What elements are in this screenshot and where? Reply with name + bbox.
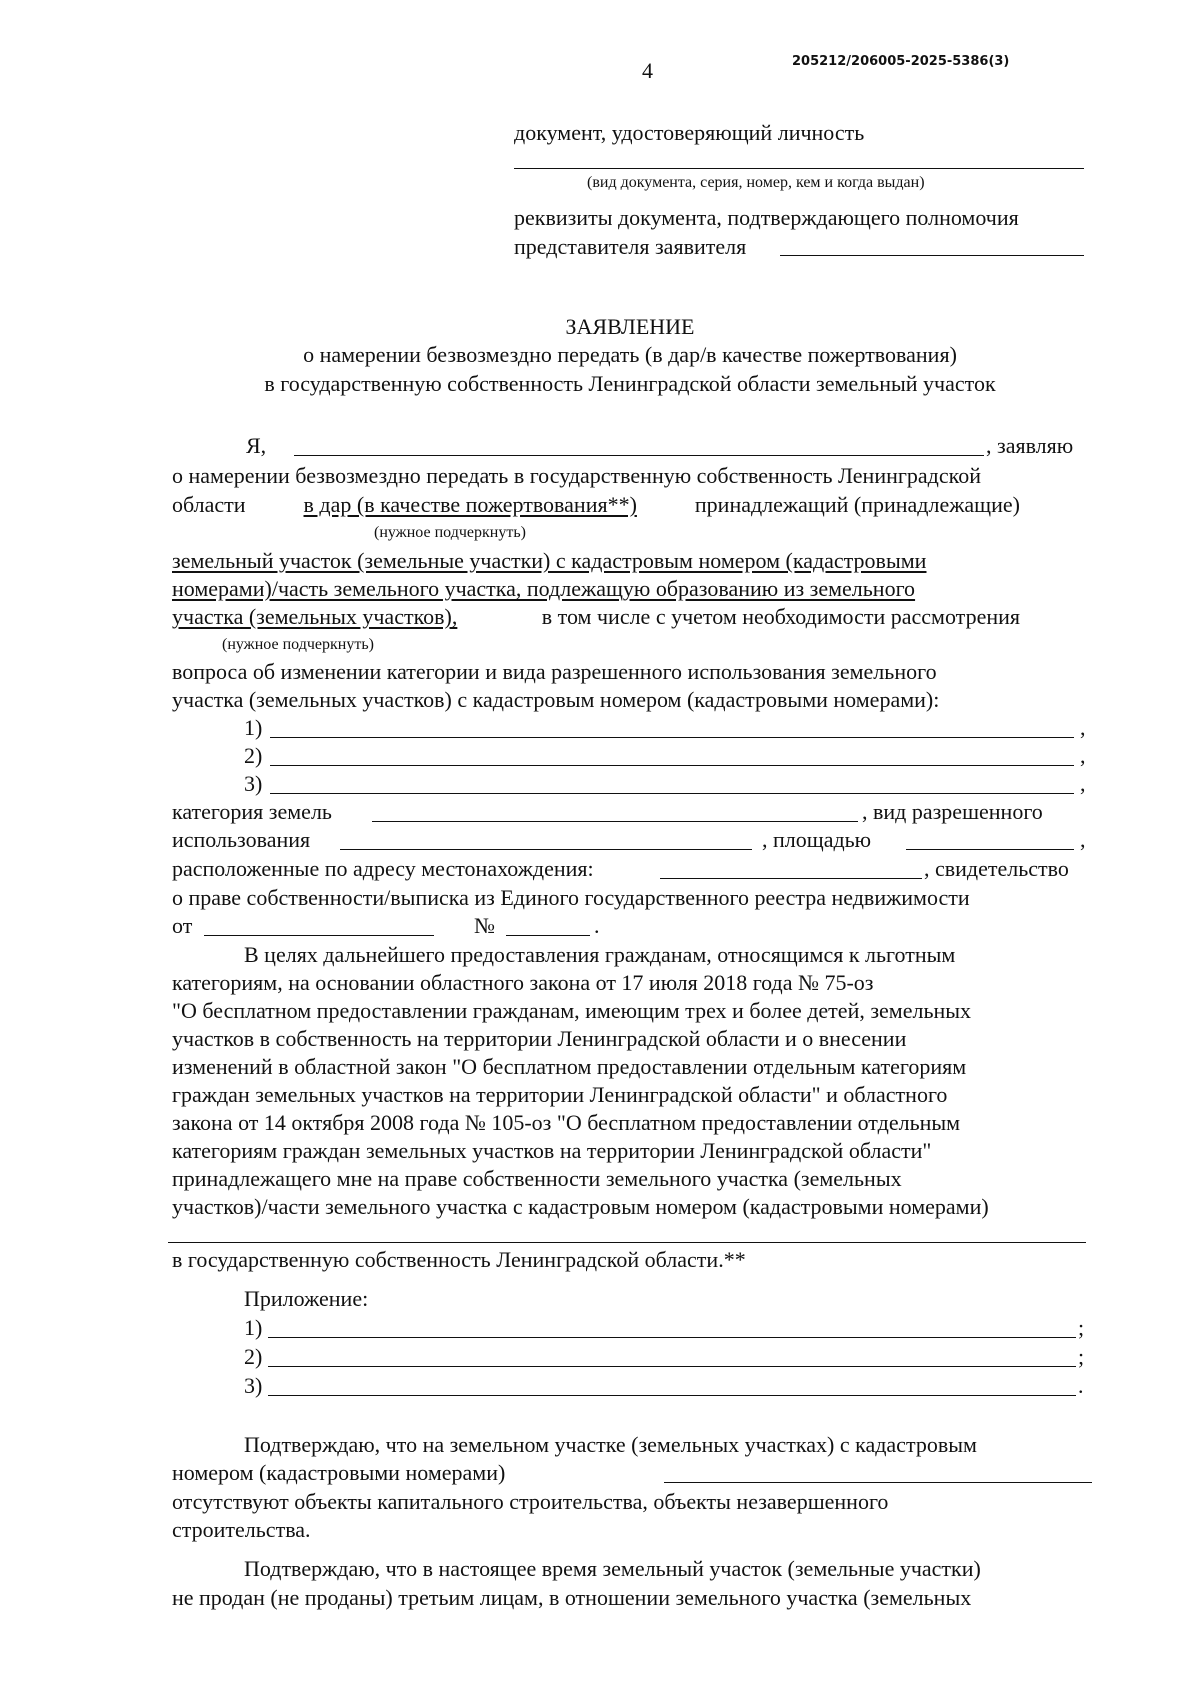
attachment-1-end: ;	[1078, 1315, 1085, 1340]
number-line	[506, 935, 590, 936]
underlined-line-2	[172, 576, 1020, 602]
representative-label-1: реквизиты документа, подтверждающего полномочия	[514, 205, 1019, 230]
cadastral-item-1-line	[270, 737, 1074, 738]
hint-underline-2: (нужное подчеркнуть)	[222, 636, 374, 653]
paragraph-1-line-2	[172, 492, 1020, 518]
p2-text-4: участков в собственность на территории Ленинградской области и о внесении	[172, 1026, 907, 1051]
ya-label: Я,	[246, 433, 267, 458]
p2-text-3: "О бесплатном предоставлении гражданам, имеющим трех и более детей, земельных	[172, 998, 972, 1023]
area-end: ,	[1080, 827, 1086, 852]
p2-line-6	[172, 1082, 1020, 1108]
underlined-line-1	[172, 548, 1020, 574]
attachment-3-label: 3)	[244, 1373, 263, 1398]
id-document-hint: (вид документа, серия, номер, кем и когда выдан)	[587, 174, 925, 191]
representative-label-2: представителя заявителя	[514, 234, 747, 259]
cadastral-item-3-label: 3)	[244, 771, 263, 796]
category-line	[372, 821, 858, 822]
attachment-1-line	[268, 1337, 1076, 1338]
ul-text-2: номерами)/часть земельного участка, подлежащую образованию из земельного	[172, 576, 916, 601]
representative-line	[780, 255, 1084, 256]
certificate-label: , свидетельство	[924, 856, 1069, 881]
p2-text-1: В целях дальнейшего предоставления гражданам, относящимся к льготным	[244, 942, 956, 967]
ul-text-3: участка (земельных участков),	[172, 604, 458, 629]
attachment-2-end: ;	[1078, 1344, 1085, 1369]
number-label: №	[474, 913, 495, 938]
attachment-2-line	[268, 1366, 1076, 1367]
hint-underline-1: (нужное подчеркнуть)	[374, 524, 526, 541]
p3-line-3	[172, 1489, 1092, 1515]
p2-line-3	[172, 998, 1020, 1024]
p3-line-2	[172, 1460, 612, 1486]
cadastral-item-1-label: 1)	[244, 715, 263, 740]
title-heading: ЗАЯВЛЕНИЕ	[565, 314, 695, 339]
attachment-heading: Приложение:	[244, 1286, 369, 1311]
cadastral-item-2-label: 2)	[244, 743, 263, 768]
category-label: категория земель	[172, 799, 332, 824]
address-line	[660, 878, 922, 879]
p2-line-9	[172, 1166, 1020, 1192]
attachment-1-label: 1)	[244, 1315, 263, 1340]
p3-text-3: отсутствуют объекты капитального строительства, объекты незавершенного	[172, 1489, 889, 1514]
question-line-2: участка (земельных участков) с кадастровым номером (кадастровыми номерами):	[172, 687, 940, 712]
p2-text-9: принадлежащего мне на праве собственности земельного участка (земельных	[172, 1166, 902, 1191]
p2-text-6: граждан земельных участков на территории Ленинградской области" и областного	[172, 1082, 948, 1107]
p2-line-10	[172, 1194, 1020, 1220]
cadastral-item-1-end: ,	[1080, 715, 1086, 740]
zayavlyayu-label: , заявляю	[986, 433, 1074, 458]
cadastral-item-3-line	[270, 793, 1074, 794]
id-document-line	[514, 168, 1084, 169]
question-line-1	[172, 659, 1020, 685]
p2-line-4	[172, 1026, 1020, 1052]
ownership-line	[172, 885, 1020, 911]
ownership-text: о праве собственности/выписка из Единого государственного реестра недвижимости	[172, 885, 970, 910]
p4-line-1: Подтверждаю, что в настоящее время земельный участок (земельные участки)	[244, 1556, 981, 1581]
rest-text-3: в том числе с учетом необходимости рассмотрения	[541, 604, 1020, 629]
cadastral-item-3-end: ,	[1080, 771, 1086, 796]
p2-line-8	[172, 1138, 1020, 1164]
attachment-3-end: .	[1078, 1373, 1084, 1398]
use-label: использования	[172, 827, 311, 852]
address-label: расположенные по адресу местонахождения:	[172, 856, 594, 881]
p2-text-8: категориям граждан земельных участков на территории Ленинградской области"	[172, 1138, 932, 1163]
p2-line-2	[172, 970, 1020, 996]
p2-line-1	[244, 942, 1094, 968]
p3-cadastral-line	[664, 1482, 1092, 1483]
p1-v-dar-underlined: в дар (в качестве пожертвования**)	[303, 492, 637, 517]
id-document-label: документ, удостоверяющий личность	[514, 120, 865, 145]
date-from-label: от	[172, 913, 193, 938]
p2-text-10: участков)/части земельного участка с кадастровым номером (кадастровыми номерами)	[172, 1194, 989, 1219]
cadastral-item-2-end: ,	[1080, 743, 1086, 768]
area-line	[906, 849, 1074, 850]
p2-line-5	[172, 1054, 1020, 1080]
p1-oblasti: области	[172, 492, 246, 517]
q-text-1: вопроса об изменении категории и вида разрешенного использования земельного	[172, 659, 937, 684]
p1-text: о намерении безвозмездно передать в государственную собственность Ленинградской	[172, 463, 981, 488]
p4-line-2: не продан (не проданы) третьим лицам, в отношении земельного участка (земельных	[172, 1585, 972, 1610]
attachment-2-label: 2)	[244, 1344, 263, 1369]
p2-line-7	[172, 1110, 1020, 1136]
p2-end: в государственную собственность Ленинградской области.**	[172, 1247, 746, 1272]
title-line-2: в государственную собственность Ленинградской области земельный участок	[264, 371, 996, 396]
area-label: , площадью	[762, 827, 872, 852]
number-end: .	[594, 913, 600, 938]
permitted-use-label: , вид разрешенного	[862, 799, 1043, 824]
ul-text-1: земельный участок (земельные участки) с кадастровым номером (кадастровыми	[172, 548, 927, 573]
attachment-3-line	[268, 1395, 1076, 1396]
date-from-line	[204, 935, 434, 936]
paragraph-1-line-1	[172, 463, 1020, 489]
title-line-1: о намерении безвозмездно передать (в дар/в качестве пожертвования)	[303, 342, 957, 367]
document-id: 205212/206005-2025-5386(3)	[792, 54, 1010, 69]
p2-text-2: категориям, на основании областного закона от 17 июля 2018 года № 75-оз	[172, 970, 874, 995]
page-number: 4	[642, 58, 653, 83]
p3-line-4: строительства.	[172, 1517, 311, 1542]
cadastral-item-2-line	[270, 765, 1074, 766]
underlined-line-3	[172, 604, 1020, 630]
p3-text-1: Подтверждаю, что на земельном участке (земельных участках) с кадастровым	[244, 1432, 977, 1457]
applicant-name-line	[294, 455, 984, 456]
p2-blank-line	[168, 1242, 1086, 1243]
p1-prinadlezhashchiy: принадлежащий (принадлежащие)	[694, 492, 1020, 517]
p3-text-2: номером (кадастровыми номерами)	[172, 1460, 506, 1485]
p2-text-5: изменений в областной закон "О бесплатном предоставлении отдельным категориям	[172, 1054, 967, 1079]
p2-text-7: закона от 14 октября 2008 года № 105-оз "О бесплатном предоставлении отдельным	[172, 1110, 961, 1135]
p3-line-1	[244, 1432, 1092, 1458]
use-line	[340, 849, 752, 850]
